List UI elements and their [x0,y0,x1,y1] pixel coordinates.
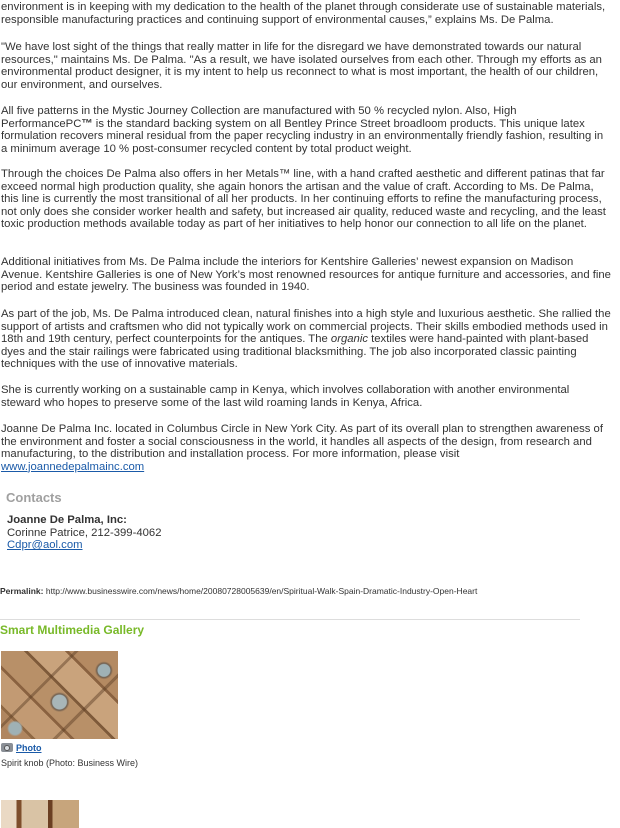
article-paragraph [1,105,611,155]
gallery-thumbnail-2[interactable] [1,800,79,828]
contacts-heading: Contacts [6,490,62,505]
article-paragraph: environment is in keeping with my dedication to the health of the planet through considerate use of sustainable materials, responsible manufacturing practices and continuing support of environmental causes,” explains Ms. De Palma. [1,1,606,26]
contact-company: Joanne De Palma, Inc: [7,514,127,526]
article-text: is the standard backing system on all Bentley Prince Street broadloom products. This unique latex formulation recovers mineral residual from the paper recycling industry in an environmentally friendly fashion, resulting in a minimum average 10 % post-consumer recycled content by total product weight. [1,117,604,155]
section-divider [0,619,580,620]
article-paragraph [1,308,611,371]
gallery-thumbnail-spirit-knob[interactable] [1,651,118,739]
article-paragraph: Through the choices De Palma also offers in her Metals™ line, with a hand crafted aesthetic and different patinas that far exceed normal high production quality, she again honors the artisan and the value of craft. According to Ms. De Palma, this line is currently the most transitional of all her products. In her continuing efforts to refine the manufacturing process, not only does she consider worker health and safety, but increased air quality, reduced waste and recycling, and the least toxic production methods available today as part of her initiatives to help honor our connection to all life on the planet. [1,168,606,231]
contact-email-link[interactable]: Cdpr@aol.com [7,539,83,552]
article-text: As part of the job, Ms. De Palma introduced clean, natural finishes into a high style and luxurious aesthetic. She rallied the support of artists and craftsmen who did not typically work on commercial projects. Their skills embodied methods used in 18th and 19th century, perfect counterpoints for the antiques. The [1,308,611,346]
contact-person: Corinne Patrice, 212-399-4062 [7,526,162,539]
article-emphasis: organic [330,333,368,346]
article-paragraph [1,423,611,473]
gallery-heading: Smart Multimedia Gallery [0,623,145,637]
photo-link[interactable]: Photo [16,743,42,753]
article-paragraph: "We have lost sight of the things that really matter in life for the disregard we have demonstrated towards our natural resources," maintains Ms. De Palma. "As a result, we have isolated ourselves from each other. Through my efforts as an environmental product designer, it is my intent to help us reconnect to what is most important, the health of our children, our environment, and ourselves. [1,41,602,91]
permalink-label: Permalink: [0,586,44,596]
gallery-caption: Spirit knob (Photo: Business Wire) [1,758,139,768]
trademark-symbol: ™ [81,117,93,130]
article-paragraph: She is currently working on a sustainable camp in Kenya, which involves collaboration with another environmental steward who hopes to preserve some of the last wild roaming lands in Kenya, Africa. [1,384,570,409]
permalink-url[interactable]: http://www.businesswire.com/news/home/20080728005639/en/Spiritual-Walk-Spain-Dramatic-Industry-Open-Heart [45,586,478,596]
permalink [0,586,477,596]
contact-info [7,514,162,552]
article-paragraph: Additional initiatives from Ms. De Palma include the interiors for Kentshire Galleries’ newest expansion on Madison Avenue. Kentshire Galleries is one of New York’s most renowned resources for antique furniture and accessories, and fine period and estate jewelry. The business was founded in 1940. [1,256,611,294]
article-text: All five patterns in the Mystic Journey Collection are manufactured with 50 % recycled nylon. Also, High PerformancePC [1,105,517,130]
gallery-item-type[interactable] [1,743,42,753]
company-website-link[interactable]: www.joannedepalmainc.com [1,460,145,473]
camera-icon [1,743,13,752]
article-text: textiles were hand-painted with plant-based dyes and the stair railings were fabricated using traditional blacksmithing. The job also incorporated classic painting techniques with the use of innovative materials. [1,333,589,371]
article-text: Joanne De Palma Inc. located in Columbus Circle in New York City. As part of its overall plan to strengthen awareness of the environment and foster a social consciousness in the world, it handles all aspects of the design, from research and manufacturing, to the distribution and installation process. For more information, please visit [1,423,603,461]
